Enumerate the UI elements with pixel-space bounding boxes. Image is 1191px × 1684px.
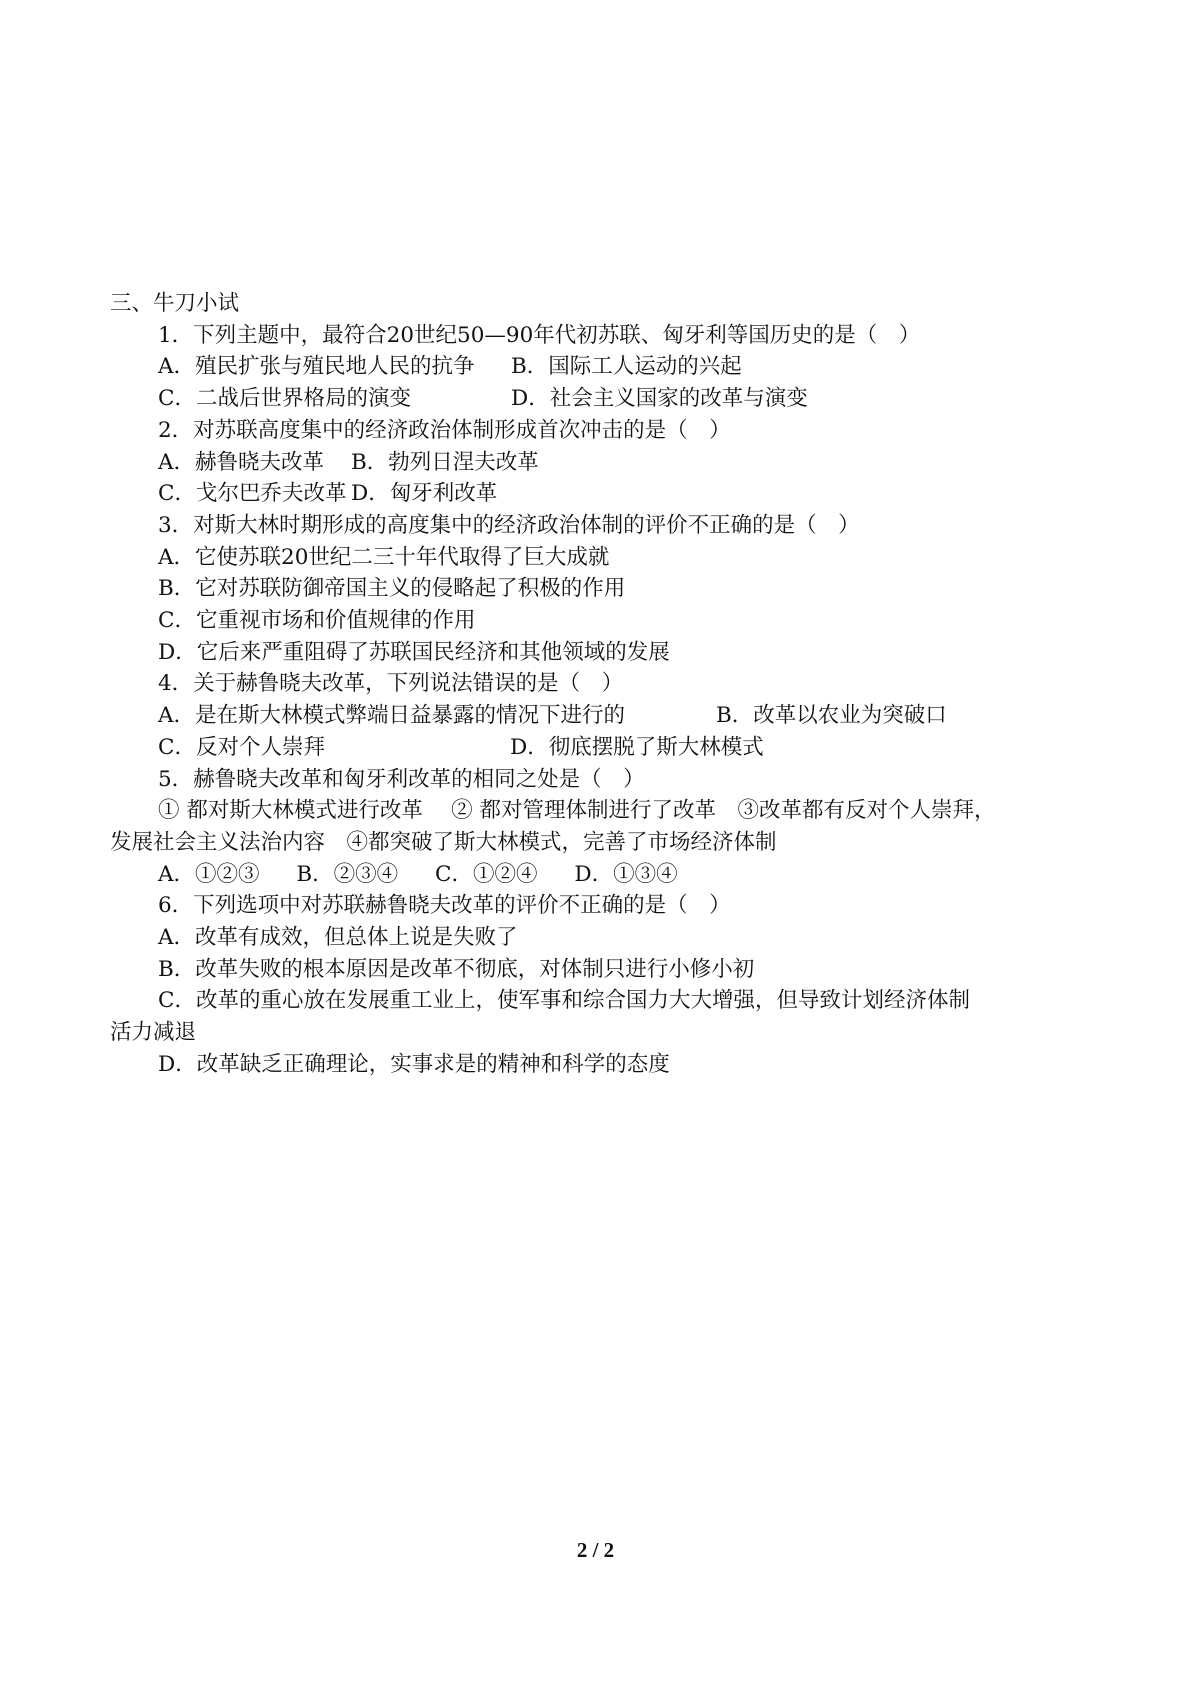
question-1-options-row-2 <box>110 383 1095 415</box>
question-1-option-d: D．社会主义国家的改革与演变 <box>511 386 808 412</box>
question-1-option-a: A．殖民扩张与殖民地人民的抗争 <box>158 354 475 380</box>
question-6-option-c-line-1: C．改革的重心放在发展重工业上，使军事和综合国力大大增强，但导致计划经济体制 <box>158 988 970 1014</box>
question-4-stem: 4．关于赫鲁晓夫改革，下列说法错误的是（ ） <box>158 671 624 697</box>
section-title: 三、牛刀小试 <box>110 291 240 316</box>
question-6-option-d: D．改革缺乏正确理论，实事求是的精神和科学的态度 <box>158 1051 670 1077</box>
question-5-option-b: B．②③④ <box>296 861 399 887</box>
question-4-option-b: B．改革以农业为突破口 <box>716 703 947 729</box>
question-6-option-c-line-2: 活力减退 <box>110 1020 197 1046</box>
question-1-option-b: B．国际工人运动的兴起 <box>511 354 742 380</box>
question-2-options-row-1 <box>110 447 1095 479</box>
question-4-options-row-2 <box>110 732 1095 764</box>
question-5-statements-line-2: 发展社会主义法治内容 ④都突破了斯大林模式，完善了市场经济体制 <box>110 829 777 855</box>
question-6-option-b: B．改革失败的根本原因是改革不彻底，对体制只进行小修小初 <box>158 956 755 982</box>
question-6-option-a: A．改革有成效，但总体上说是失败了 <box>158 925 518 951</box>
question-5-option-c: C．①②④ <box>435 861 538 887</box>
question-5-option-d: D．①③④ <box>574 861 678 887</box>
question-4-options-row-1 <box>110 700 1095 732</box>
question-1-option-c: C．二战后世界格局的演变 <box>158 386 411 412</box>
question-2-option-d: D．匈牙利改革 <box>351 481 498 507</box>
question-1-stem: 1．下列主题中，最符合20世纪50—90年代初苏联、匈牙利等国历史的是（ ） <box>158 322 921 348</box>
question-5-stem: 5．赫鲁晓夫改革和匈牙利改革的相同之处是（ ） <box>158 766 645 792</box>
question-6-stem: 6．下列选项中对苏联赫鲁晓夫改革的评价不正确的是（ ） <box>158 893 731 919</box>
question-2-options-row-2 <box>110 478 1095 510</box>
page-number: 2 / 2 <box>576 1538 615 1562</box>
question-4-option-d: D．彻底摆脱了斯大林模式 <box>510 734 764 760</box>
question-5-options-row <box>110 859 1095 891</box>
question-2-option-a: A．赫鲁晓夫改革 <box>158 449 325 475</box>
question-3-stem: 3．对斯大林时期形成的高度集中的经济政治体制的评价不正确的是（ ） <box>158 512 860 538</box>
question-3-option-b: B．它对苏联防御帝国主义的侵略起了积极的作用 <box>158 576 626 602</box>
question-4-option-c: C．反对个人崇拜 <box>158 734 325 760</box>
exercise-section <box>110 288 1095 1081</box>
question-4-option-a: A．是在斯大林模式弊端日益暴露的情况下进行的 <box>158 703 626 729</box>
question-3-option-d: D．它后来严重阻碍了苏联国民经济和其他领域的发展 <box>158 639 670 665</box>
question-5-option-a: A．①②③ <box>158 861 260 887</box>
question-2-option-b: B．勃列日涅夫改革 <box>351 449 539 475</box>
question-1-options-row-1 <box>110 351 1095 383</box>
question-3-option-a: A．它使苏联20世纪二三十年代取得了巨大成就 <box>158 544 610 570</box>
question-2-stem: 2．对苏联高度集中的经济政治体制形成首次冲击的是（ ） <box>158 417 731 443</box>
question-2-option-c: C．戈尔巴乔夫改革 <box>158 481 347 507</box>
question-3-option-c: C．它重视市场和价值规律的作用 <box>158 608 476 634</box>
question-5-statements-line-1: ① 都对斯大林模式进行改革 ② 都对管理体制进行了改革 ③改革都有反对个人崇拜， <box>158 798 996 824</box>
